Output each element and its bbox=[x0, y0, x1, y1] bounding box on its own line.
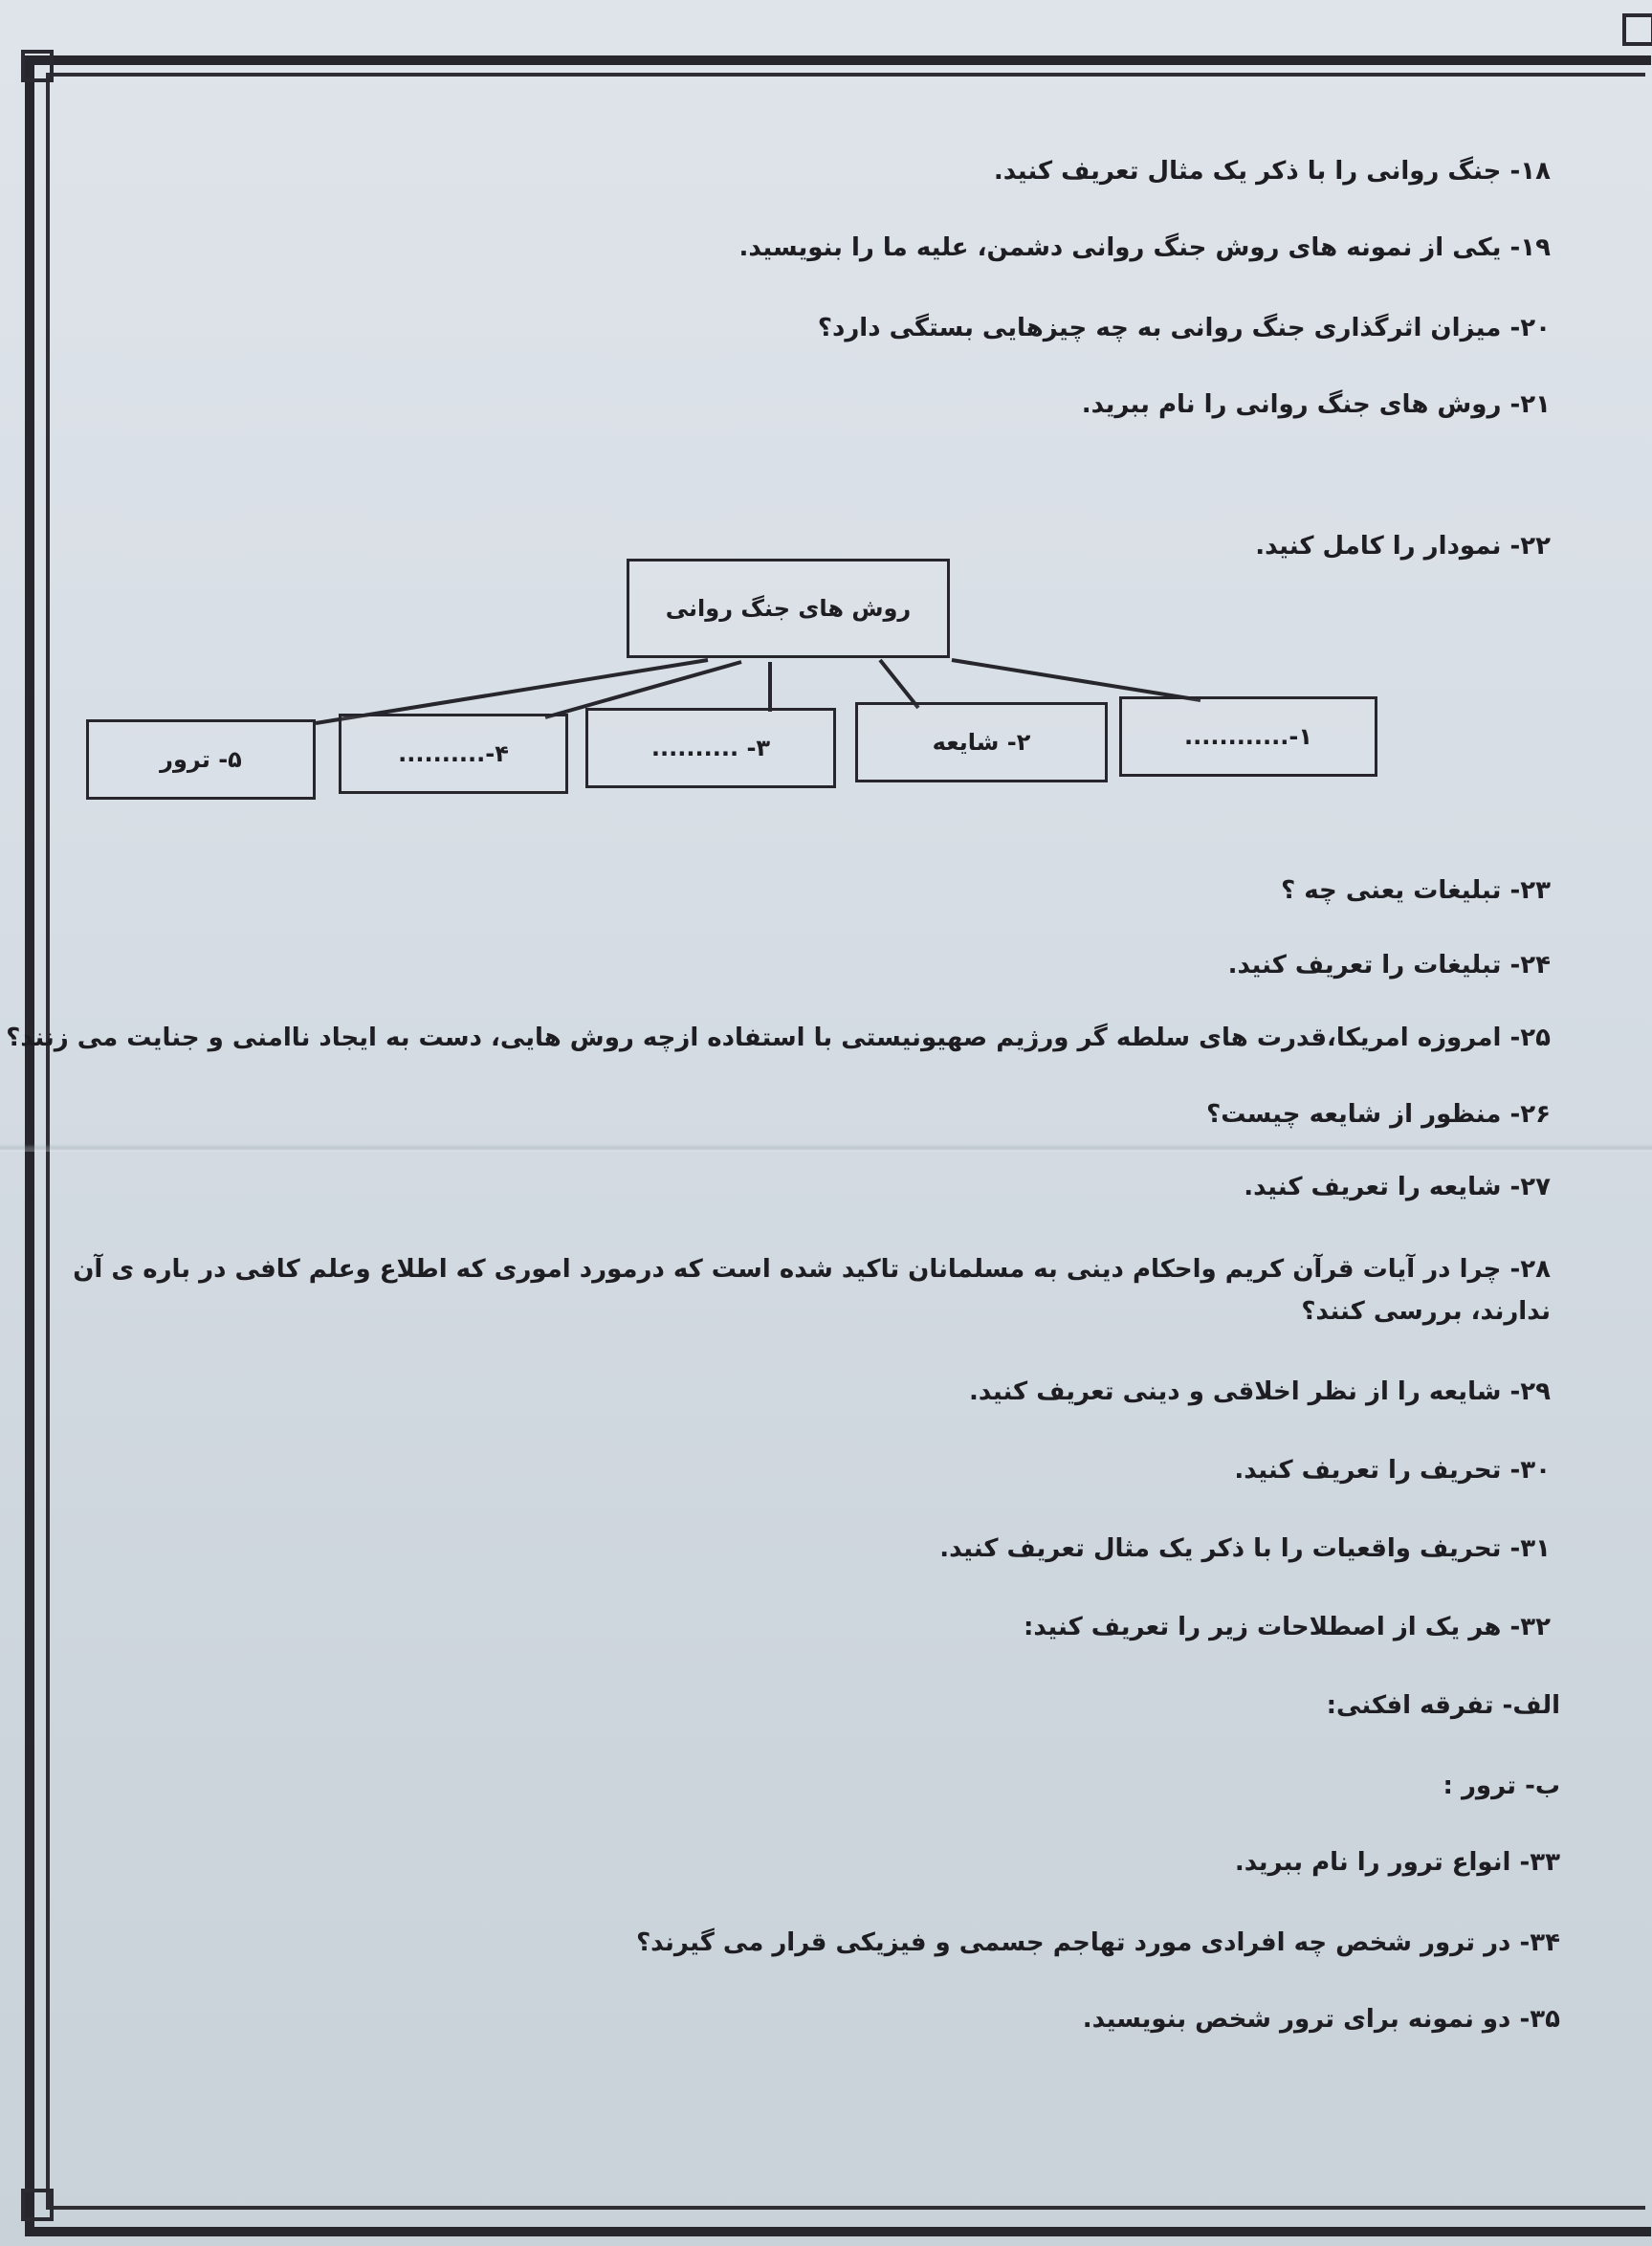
question-18: ۱۸- جنگ روانی را با ذکر یک مثال تعریف کنید. bbox=[993, 157, 1551, 186]
diagram-box-5 bbox=[86, 719, 316, 800]
question-25: ۲۵- امروزه امریکا،قدرت های سلطه گر ورژیم صهیونیستی با استفاده ازچه روش هایی، دست به ایجاد ناامنی و جنایت می زنند؟ bbox=[6, 1024, 1551, 1052]
diagram-box-3 bbox=[585, 708, 836, 788]
question-28-line-2: ندارند، بررسی کنند؟ bbox=[1301, 1297, 1551, 1326]
question-32: ۳۲- هر یک از اصطلاحات زیر را تعریف کنید: bbox=[1023, 1613, 1551, 1641]
question-27: ۲۷- شایعه را تعریف کنید. bbox=[1244, 1173, 1551, 1201]
question-28-line-1: ۲۸- چرا در آیات قرآن کریم واحکام دینی به مسلمانان تاکید شده است که درمورد اموری که اطلاع وعلم کافی در باره ی آن bbox=[73, 1255, 1551, 1284]
diagram-box-4-label: ۴-.......... bbox=[398, 740, 509, 767]
question-22: ۲۲- نمودار را کامل کنید. bbox=[1255, 532, 1551, 561]
question-35: ۳۵- دو نمونه برای ترور شخص بنویسید. bbox=[1082, 2005, 1560, 2034]
connector-2 bbox=[880, 660, 918, 708]
diagram-root-label: روش های جنگ روانی bbox=[665, 595, 912, 622]
diagram-box-5-label: ۵- ترور bbox=[160, 746, 242, 773]
connector-1 bbox=[952, 660, 1200, 700]
question-30: ۳۰- تحریف را تعریف کنید. bbox=[1234, 1456, 1551, 1485]
question-26: ۲۶- منظور از شایعه چیست؟ bbox=[1206, 1100, 1551, 1129]
question-32-part-b: ب- ترور : bbox=[1443, 1772, 1560, 1800]
diagram-box-1-label: ۱-............ bbox=[1183, 723, 1313, 750]
question-34: ۳۴- در ترور شخص چه افرادی مورد تهاجم جسمی و فیزیکی قرار می گیرند؟ bbox=[636, 1928, 1560, 1957]
question-23: ۲۳- تبلیغات یعنی چه ؟ bbox=[1281, 876, 1551, 905]
question-21: ۲۱- روش های جنگ روانی را نام ببرید. bbox=[1081, 390, 1551, 419]
diagram-box-2 bbox=[855, 702, 1108, 782]
question-29: ۲۹- شایعه را از نظر اخلاقی و دینی تعریف کنید. bbox=[968, 1377, 1551, 1406]
question-20: ۲۰- میزان اثرگذاری جنگ روانی به چه چیزهایی بستگی دارد؟ bbox=[817, 314, 1551, 342]
question-33: ۳۳- انواع ترور را نام ببرید. bbox=[1234, 1848, 1560, 1877]
question-32-part-a: الف- تفرقه افکنی: bbox=[1326, 1691, 1560, 1720]
diagram-box-1 bbox=[1119, 696, 1377, 777]
question-19: ۱۹- یکی از نمونه های روش جنگ روانی دشمن، علیه ما را بنویسید. bbox=[738, 233, 1551, 262]
diagram-box-4 bbox=[339, 714, 568, 794]
diagram-box-3-label: ۳- .......... bbox=[650, 735, 771, 761]
diagram-box-2-label: ۲- شایعه bbox=[932, 729, 1031, 756]
diagram-root-box bbox=[627, 559, 950, 658]
question-24: ۲۴- تبلیغات را تعریف کنید. bbox=[1227, 951, 1551, 980]
question-31: ۳۱- تحریف واقعیات را با ذکر یک مثال تعریف کنید. bbox=[939, 1534, 1551, 1563]
